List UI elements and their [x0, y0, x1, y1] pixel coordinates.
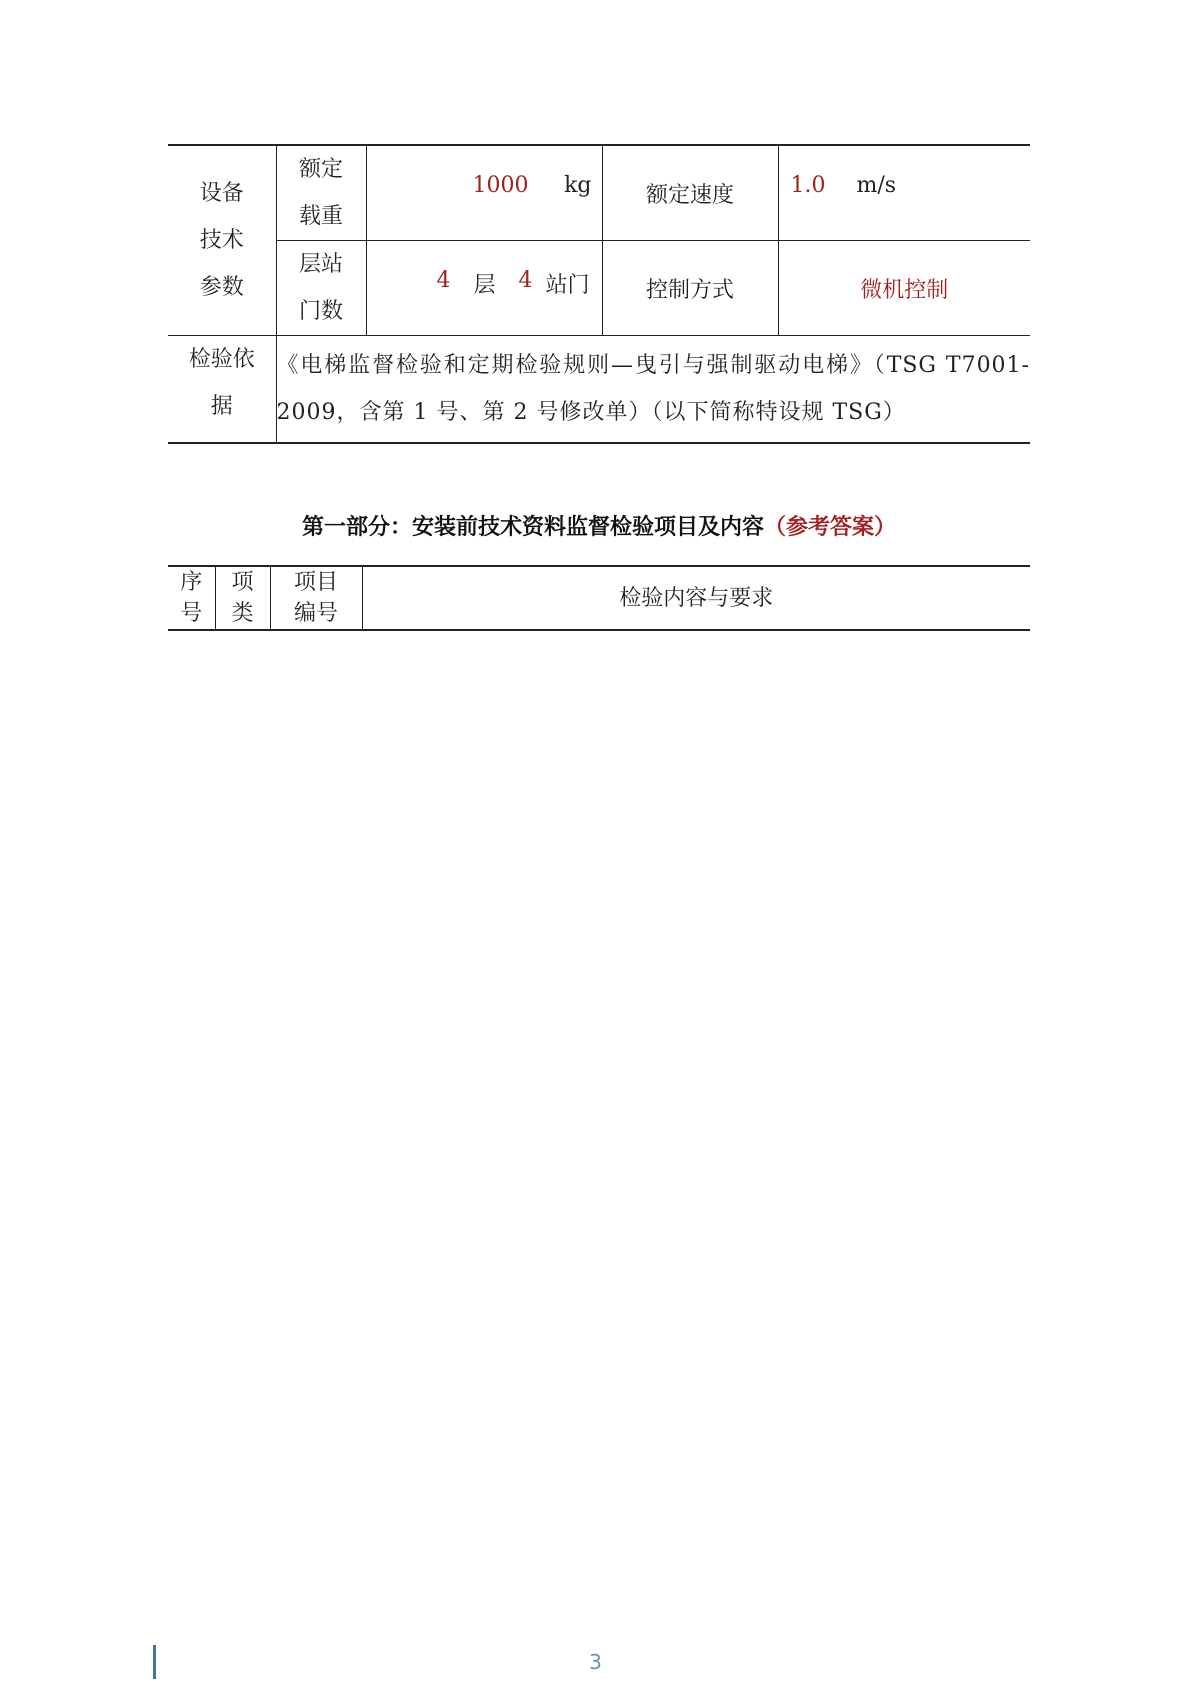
header-seq: 序 号 — [168, 566, 215, 630]
header-category: 项 类 — [215, 566, 270, 630]
rated-speed-value: 1.0 — [790, 173, 826, 198]
control-value: 微机控制 — [778, 241, 1030, 336]
control-label: 控制方式 — [602, 241, 778, 336]
header-content: 检验内容与要求 — [362, 566, 1030, 630]
rated-load-unit: kg — [564, 173, 592, 198]
header-item-no: 项目 编号 — [270, 566, 362, 630]
part-heading — [168, 510, 1030, 541]
part-heading-main: 第一部分：安装前技术资料监督检验项目及内容 — [301, 515, 764, 540]
stop-count: 4 — [518, 268, 533, 293]
stop-unit: 站门 — [545, 273, 590, 298]
floors-label: 层站 门数 — [276, 241, 366, 336]
rated-speed-label: 额定速度 — [602, 145, 778, 241]
items-header-row — [168, 566, 1030, 630]
floor-count: 4 — [436, 268, 451, 293]
spec-table — [168, 144, 1030, 444]
page-number: 3 — [589, 1650, 602, 1674]
part-heading-answer: （参考答案） — [764, 515, 897, 540]
floors-value-cell — [366, 241, 602, 336]
rated-load-value: 1000 — [472, 173, 529, 198]
basis-label: 检验依 据 — [168, 336, 276, 444]
rated-speed-value-cell — [778, 145, 1030, 241]
spec-group-label: 设备 技术 参数 — [168, 145, 276, 336]
rated-load-value-cell — [366, 145, 602, 241]
floor-unit: 层 — [473, 273, 496, 298]
rated-speed-unit: m/s — [856, 173, 897, 198]
items-table — [168, 565, 1030, 631]
rated-load-label: 额定 载重 — [276, 145, 366, 241]
basis-text: 《电梯监督检验和定期检验规则—曳引与强制驱动电梯》（TSG T7001-2009，含第 1 号、第 2 号修改单）（以下简称特设规 TSG） — [276, 336, 1030, 444]
